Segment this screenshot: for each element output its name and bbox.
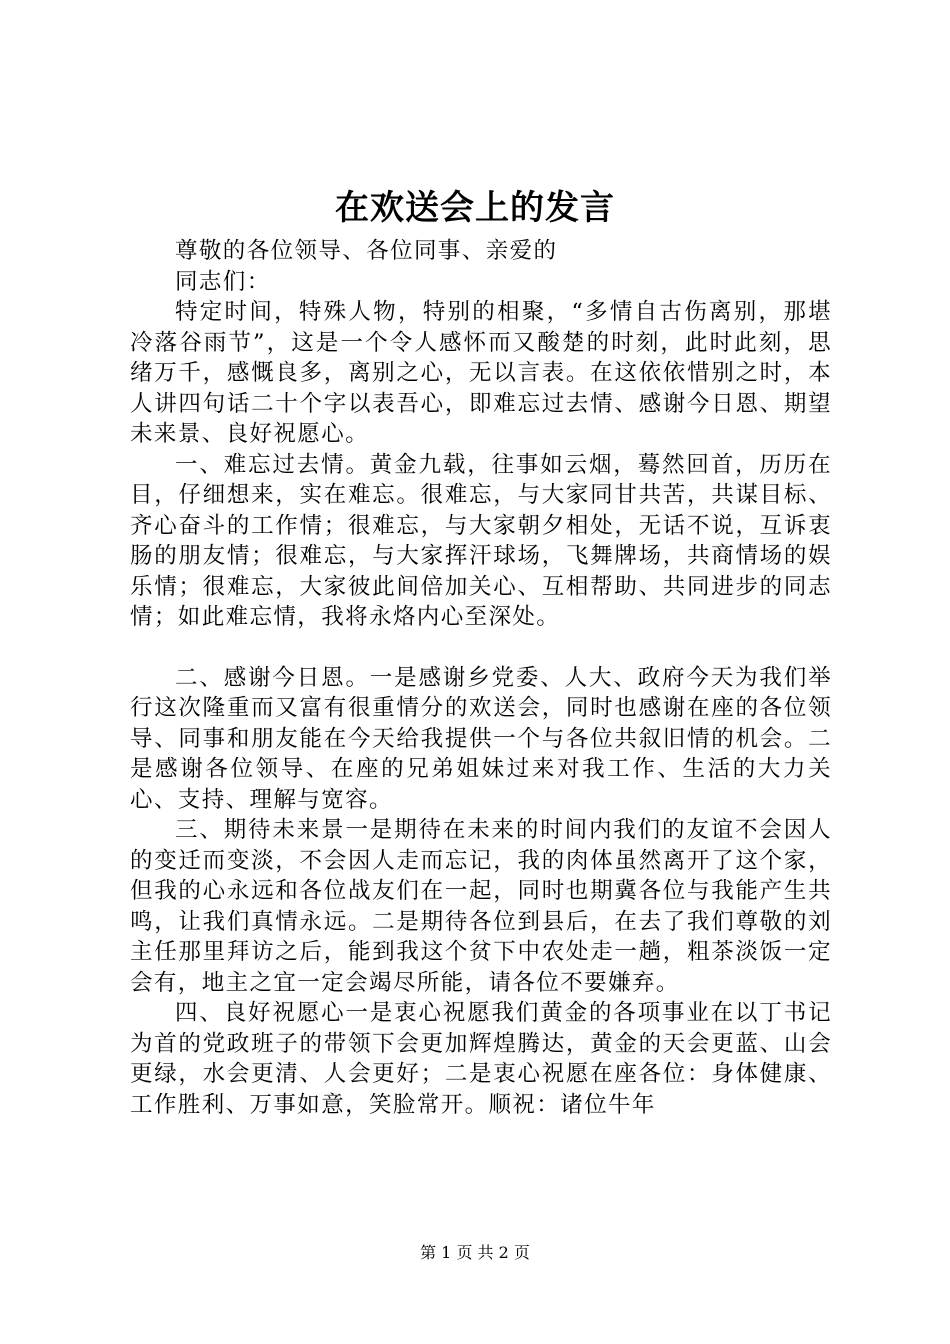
page-number-footer: 第 1 页 共 2 页 [420, 1243, 530, 1262]
paragraph-section-2: 二、感谢今日恩。一是感谢乡党委、人大、政府今天为我们举行这次隆重而又富有很重情分的欢送会，同时也感谢在座的各位领导、同事和朋友能在今天给我提供一个与各位共叙旧情的机会。二是感谢各位领导、在座的兄弟姐妹过来对我工作、生活的大力关心、支持、理解与宽容。 [130, 664, 832, 813]
paragraph-section-3: 三、期待未来景一是期待在未来的时间内我们的友谊不会因人的变迁而变淡，不会因人走而忘记，我的肉体虽然离开了这个家，但我的心永远和各位战友们在一起，同时也期冀各位与我能产生共鸣，让我们真情永远。二是期待各位到县后，在去了我们尊敬的刘主任那里拜访之后，能到我这个贫下中农处走一趟，粗茶淡饭一定会有，地主之宜一定会竭尽所能，请各位不要嫌弃。 [130, 817, 832, 996]
document-title: 在欢送会上的发言 [335, 188, 615, 228]
document-body [130, 236, 832, 1120]
paragraph-section-4: 四、良好祝愿心一是衷心祝愿我们黄金的各项事业在以丁书记为首的党政班子的带领下会更加辉煌腾达，黄金的天会更蓝、山会更绿，水会更清、人会更好；二是衷心祝愿在座各位：身体健康、工作胜利、万事如意，笑脸常开。顺祝：诸位牛年 [130, 1000, 832, 1118]
salutation-line-2: 同志们： [175, 268, 271, 295]
paragraph-section-1: 一、难忘过去情。黄金九载，往事如云烟，蓦然回首，历历在目，仔细想来，实在难忘。很难忘，与大家同甘共苦，共谋目标、齐心奋斗的工作情；很难忘，与大家朝夕相处，无话不说，互诉衷肠的朋友情；很难忘，与大家挥汗球场，飞舞牌场，共商情场的娱乐情；很难忘，大家彼此间倍加关心、互相帮助、共同进步的同志情；如此难忘情，我将永烙内心至深处。 [130, 451, 832, 630]
paragraph-intro: 特定时间，特殊人物，特别的相聚，“多情自古伤离别，那堪冷落谷雨节”，这是一个令人感怀而又酸楚的时刻，此时此刻，思绪万千，感慨良多，离别之心，无以言表。在这依依惜别之时，本人讲四句话二十个字以表吾心，即难忘过去情、感谢今日恩、期望未来景、良好祝愿心。 [130, 299, 832, 447]
salutation-line-1: 尊敬的各位领导、各位同事、亲爱的 [175, 238, 558, 264]
